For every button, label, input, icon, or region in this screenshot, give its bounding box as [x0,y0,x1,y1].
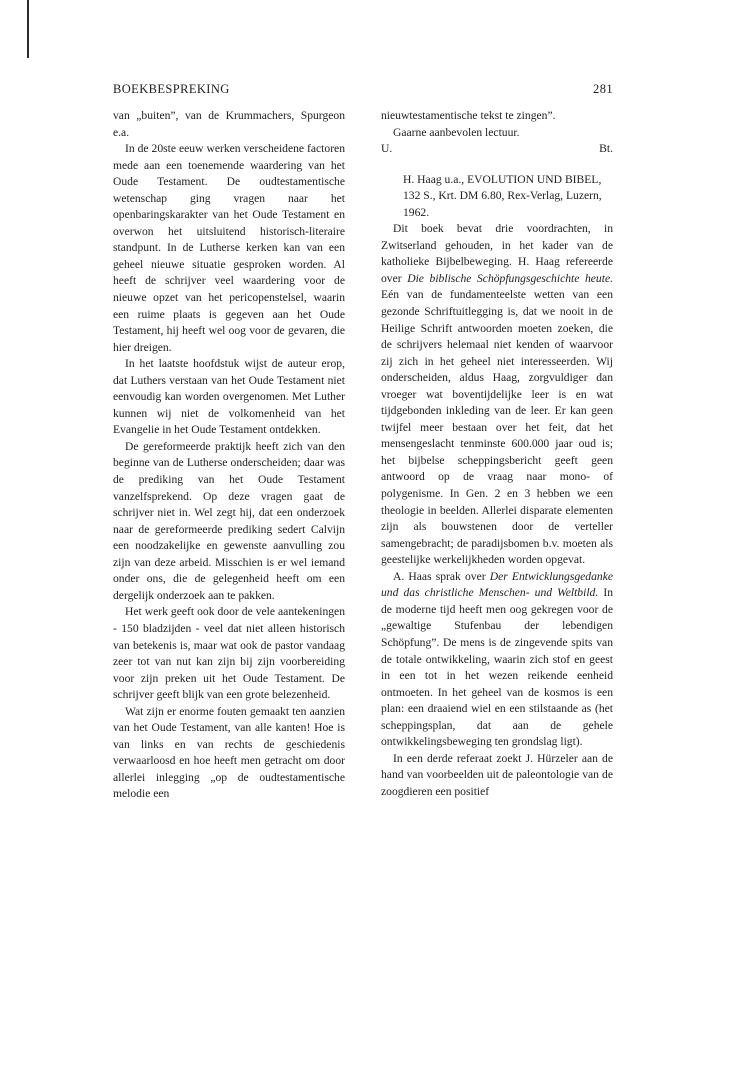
scan-edge-line [27,0,29,58]
paragraph-text: Eén van de fundamenteelste wetten van een gezonde Schriftuitlegging is, dat we nooit in de Heilige Schrift antwoorden moeten zoeken, die de schrijvers helemaal niet kenden of waarvoor zij zich in het geheel niet interesseerden. Wij onderscheiden, aldus Haag, zorgvuldiger dan vroeger wat boventijdelijke leer is en wat tijdgebonden inkleding van de leer. Er kan geen twijfel meer bestaan over het feit, dat het mensengeslacht tenminste 600.000 jaar oud is; het bijbelse scheppingsbericht geeft geen antwoord op de vraag naar mono- of polygenisme. In Gen. 2 en 3 hebben we een theologie in beelden. Allerlei disparate elementen zijn als bouwstenen door de verteller samengebracht; de paradijsbomen b.v. moeten als geestelijke werkelijkheden worden opgevat. [381,288,613,567]
paragraph: In de 20ste eeuw werken verscheidene factoren mede aan een toenemende waardering van het Oude Testament. De oudtestamentische wetenschap ging vragen naar het openbaringskarakter van het Oude Testament en overwon het uitsluitend historisch-literaire standpunt. In de Lutherse kerken kan van een geheel nieuwe situatie gesproken worden. Al heeft de schrijver veel waardering voor de nieuwe opzet van het pericopenstelsel, waarin een ruime plaats is gegeven aan het Oude Testament, hij heeft wel oog voor de gevaren, die hier dreigen. [113,142,345,354]
paragraph: De gereformeerde praktijk heeft zich van den beginne van de Lutherse onderscheiden; daar was de prediking van het Oude Testament vanzelfsprekend. Op deze vragen gaat de schrijver niet in. Wel zegt hij, dat een onderzoek naar de gereformeerde prediking sedert Calvijn een noodzakelijke en gewenste aanvulling zou zijn van deze arbeid. Misschien is er wel iemand onder ons, die de gelegenheid heeft om een dergelijk onderzoek aan te pakken. [113,439,345,602]
recommendation: Gaarne aanbevolen lectuur. [393,125,520,139]
paragraph-text: Dit boek bevat drie voordrachten, in Zwitserland gehouden, in het kader van de katholieke Bijbelbeweging. H. Haag refereerde over [381,222,613,285]
paragraph: Wat zijn er enorme fouten gemaakt ten aanzien van het Oude Testament, van alle kanten! Hoe is van links en van rechts de geschiedenis verwaarloosd en hoe heeft men getracht om door allerlei inlegging „op de oudtestamentische melodie een [113,704,345,801]
paragraph: van „buiten”, van de Krummachers, Spurgeon e.a. [113,109,345,139]
bibliographic-entry: H. Haag u.a., EVOLUTION UND BIBEL, 132 S., Krt. DM 6.80, Rex-Verlag, Luzern, 1962. [403,172,602,219]
page-number: 281 [593,82,613,96]
signature-right: Bt. [599,142,613,156]
paragraph-continuation: nieuwtestamentische tekst te zingen”. [381,109,556,122]
signature-left: U. [381,142,393,156]
signature-row [381,141,613,158]
italic-title: Der Entwicklungsgedanke und das christliche Menschen- und Weltbild. [381,569,613,600]
paragraph: In een derde referaat zoekt J. Hürzeler aan de hand van voorbeelden uit de paleontologie van de zoogdieren een positief [381,751,613,798]
paragraph: In het laatste hoofdstuk wijst de auteur erop, dat Luthers verstaan van het Oude Testament niet eenvoudig kan worden overgenomen. Met Luther kunnen wij niet de volkomenheid van het Evangelie in het Oude Testament ontdekken. [113,357,345,437]
paragraph-text: A. Haas sprak over [393,569,490,583]
paragraph [381,569,613,751]
paragraph: Het werk geeft ook door de vele aantekeningen - 150 bladzijden - veel dat niet alleen historisch van betekenis is, maar wat ook de pastor vandaag zeer tot van nut kan zijn bij zijn voorbereiding voor zijn preken uit het Oude Testament. De schrijver geeft blijk van een grote belezenheid. [113,605,345,702]
paragraph-text: In de moderne tijd heeft men oog gekregen voor de „gewaltige Stufenbau der lebendigen Schöpfung”. De mens is de zingevende spits van de totale ontwikkeling, waarin zich stof en geest in een tot in het wezen reikende eenheid ontmoeten. In het geheel van de kosmos is een plan: een draaiend wiel en een stilstaande as (het scheppingsplan, dat aan de gehele ontwikkelingsbeweging ten grondslag ligt). [381,586,613,749]
running-title: BOEKBESPREKING [113,82,230,96]
italic-title: Die biblische Schöpfungsgeschichte heute. [407,271,613,285]
left-column [113,108,345,803]
right-column [381,108,613,800]
paragraph [381,221,613,568]
page-header [113,82,613,100]
